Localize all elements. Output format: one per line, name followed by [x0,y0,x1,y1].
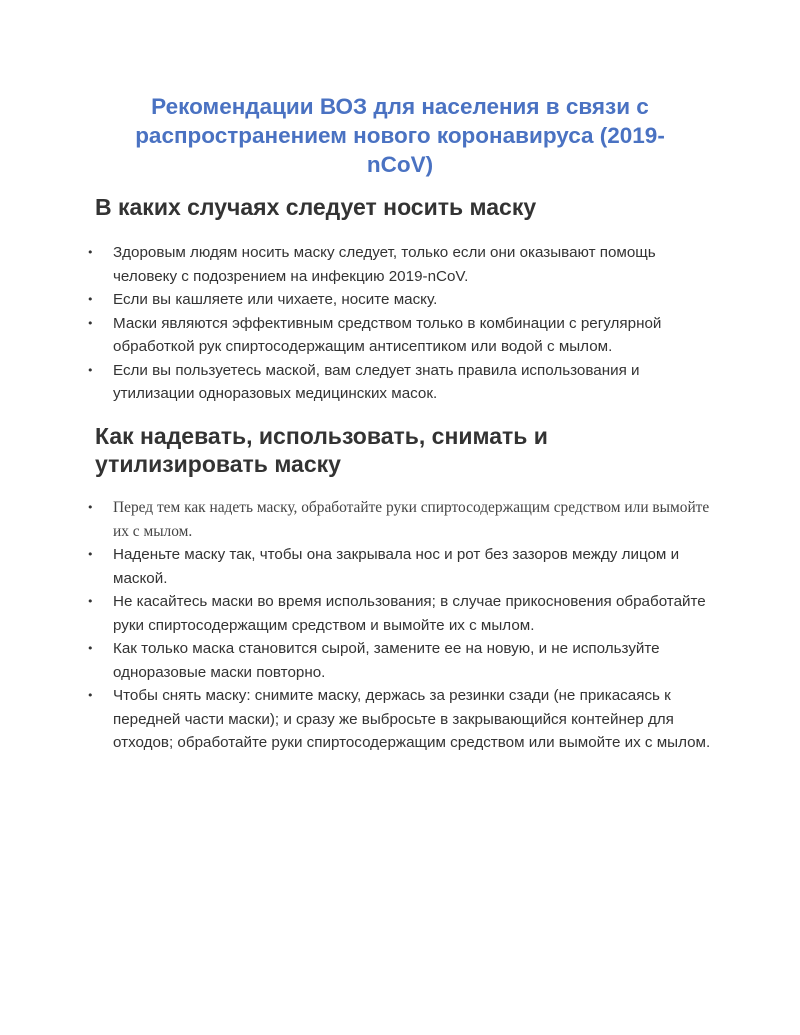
list-item-text: Маски являются эффективным средством только в комбинации с регулярной обработкой рук спиртосодержащим антисептиком или водой с мылом. [113,314,662,355]
list-item [87,684,717,755]
list-item-text: Чтобы снять маску: снимите маску, держась за резинки сзади (не прикасаясь к передней части маски); и сразу же выбросьте в закрывающийся контейнер для отходов; обработайте руки спиртосодержащим средством или вымойте их с мылом. [113,687,711,751]
section-heading-when-to-wear-mask: В каких случаях следует носить маску [95,194,537,220]
bullet-icon: • [87,689,94,702]
bullet-icon: • [87,642,94,655]
list-item [87,496,717,543]
bullet-icon: • [87,246,94,259]
list-item-text: Если вы кашляете или чихаете, носите маску. [113,291,438,308]
list-item-text: Не касайтесь маски во время использования; в случае прикосновения обработайте руки спиртосодержащим средством и вымойте их с мылом. [113,593,706,634]
list-item [87,637,717,684]
section-heading-how-to-use-mask: Как надевать, использовать, снимать и утилизировать маску [95,423,548,477]
document-title: Рекомендации ВОЗ для населения в связи с распространением нового коронавируса (2019-nCoV) [135,94,665,177]
list-item-text: Если вы пользуетесь маской, вам следует знать правила использования и утилизации одноразовых медицинских масок. [113,361,640,402]
list-item-text: Как только маска становится сырой, замените ее на новую, и не используйте одноразовые маски повторно. [113,640,660,681]
bullet-icon: • [87,363,94,377]
bullet-icon: • [87,548,94,561]
list-item [87,288,717,312]
list-item-text: Здоровым людям носить маску следует, только если они оказывают помощь человеку с подозрением на инфекцию 2019-nCoV. [113,244,656,285]
list-item [87,241,717,288]
bullet-icon: • [87,293,94,306]
list-item-text: Наденьте маску так, чтобы она закрывала нос и рот без зазоров между лицом и маской. [113,546,680,587]
list-item [87,590,717,637]
when-to-wear-mask-list [87,241,717,406]
list-item [87,312,717,359]
list-item [87,543,717,590]
how-to-use-mask-list [87,496,717,755]
bullet-icon: • [87,595,94,608]
bullet-icon: • [87,501,94,514]
bullet-icon: • [87,316,94,330]
list-item-text: Перед тем как надеть маску, обработайте руки спиртосодержащим средством или вымойте их с мылом. [113,499,710,540]
list-item [87,359,717,406]
